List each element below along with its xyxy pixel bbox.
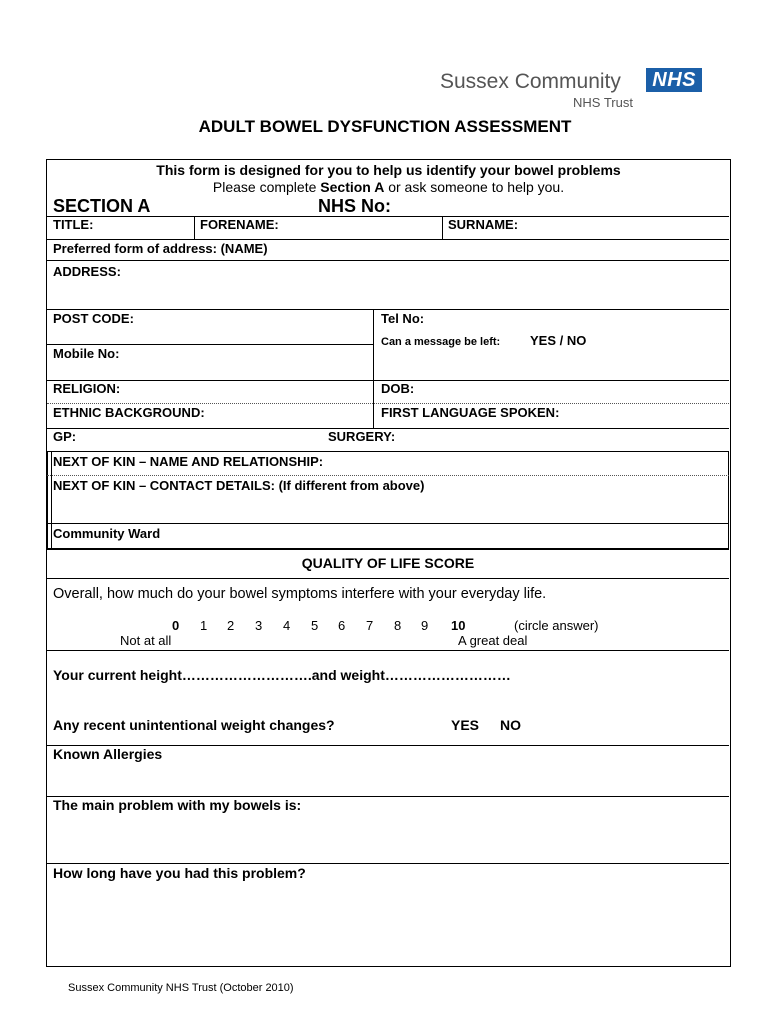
ethnic-background-label: ETHNIC BACKGROUND: (53, 405, 205, 420)
score-option[interactable]: 8 (394, 618, 402, 633)
circle-answer-instruction: (circle answer) (514, 618, 599, 633)
score-option[interactable]: 4 (283, 618, 291, 633)
section-a-heading: SECTION A (53, 196, 151, 216)
next-of-kin-name-label: NEXT OF KIN – NAME AND RELATIONSHIP: (53, 454, 324, 469)
score-option[interactable]: 6 (338, 618, 346, 633)
message-yes-no: YES / NO (530, 333, 587, 348)
tel-label: Tel No: (381, 311, 425, 326)
score-option[interactable]: 3 (255, 618, 263, 633)
divider (47, 239, 729, 240)
dob-label: DOB: (381, 381, 415, 396)
divider (47, 403, 729, 404)
divider (373, 309, 374, 429)
problem-duration-label: How long have you had this problem? (53, 865, 306, 881)
score-option[interactable]: 7 (366, 618, 374, 633)
intro-section-a: Section A (320, 179, 385, 195)
preferred-address-label: Preferred form of address: (NAME) (53, 241, 268, 256)
title-label: TITLE: (53, 217, 94, 232)
first-language-label: FIRST LANGUAGE SPOKEN: (381, 405, 560, 420)
height-weight-line: Your current height……………………….and weight……………………… (53, 667, 511, 683)
scale-low-label: Not at all (120, 633, 172, 648)
main-problem-label: The main problem with my bowels is: (53, 797, 302, 813)
address-label: ADDRESS: (53, 264, 121, 279)
intro-line-2-post: or ask someone to help you. (384, 179, 565, 195)
intro-line-1: This form is designed for you to help us identify your bowel problems (156, 162, 621, 178)
weight-change-yes[interactable]: YES (451, 717, 480, 733)
logo-org-name: Sussex Community (440, 70, 621, 93)
intro-line-2 (46, 179, 731, 195)
score-option[interactable]: 9 (421, 618, 429, 633)
nhs-number-label: NHS No: (318, 196, 391, 216)
divider (47, 578, 729, 579)
surgery-label: SURGERY: (328, 429, 396, 444)
divider (47, 475, 729, 476)
trust-logo (440, 68, 702, 112)
divider (51, 451, 52, 549)
weight-change-no[interactable]: NO (500, 717, 521, 733)
divider (47, 260, 729, 261)
community-ward-label: Community Ward (53, 526, 161, 541)
gp-label: GP: (53, 429, 77, 444)
divider (47, 309, 729, 310)
score-scale (0, 618, 770, 636)
footer-text: Sussex Community NHS Trust (October 2010) (68, 982, 294, 994)
known-allergies-label: Known Allergies (53, 746, 163, 762)
scale-high-label: A great deal (458, 633, 528, 648)
forename-label: FORENAME: (200, 217, 279, 232)
divider (442, 216, 443, 239)
next-of-kin-contact-label: NEXT OF KIN – CONTACT DETAILS: (If different from above) (53, 478, 425, 493)
score-option[interactable]: 10 (451, 618, 466, 633)
weight-change-question: Any recent unintentional weight changes? (53, 717, 335, 733)
religion-label: RELIGION: (53, 381, 121, 396)
intro-line-2-pre: Please complete (212, 179, 321, 195)
divider (47, 863, 729, 864)
score-option[interactable]: 0 (172, 618, 180, 633)
quality-of-life-question: Overall, how much do your bowel symptoms interfere with your everyday life. (53, 586, 547, 602)
divider (47, 650, 729, 651)
form-title: ADULT BOWEL DYSFUNCTION ASSESSMENT (198, 117, 572, 136)
quality-of-life-heading: QUALITY OF LIFE SCORE (301, 555, 475, 571)
divider (194, 216, 195, 239)
score-option[interactable]: 2 (227, 618, 235, 633)
message-question: Can a message be left: (381, 336, 501, 348)
score-option[interactable]: 5 (311, 618, 319, 633)
score-option[interactable]: 1 (200, 618, 208, 633)
nhs-logo-badge: NHS (646, 68, 702, 92)
divider (47, 523, 729, 524)
surname-label: SURNAME: (448, 217, 519, 232)
divider (47, 549, 729, 550)
divider (47, 344, 373, 345)
logo-trust-label: NHS Trust (573, 95, 633, 110)
postcode-label: POST CODE: (53, 311, 134, 326)
mobile-label: Mobile No: (53, 346, 120, 361)
divider (47, 216, 729, 217)
